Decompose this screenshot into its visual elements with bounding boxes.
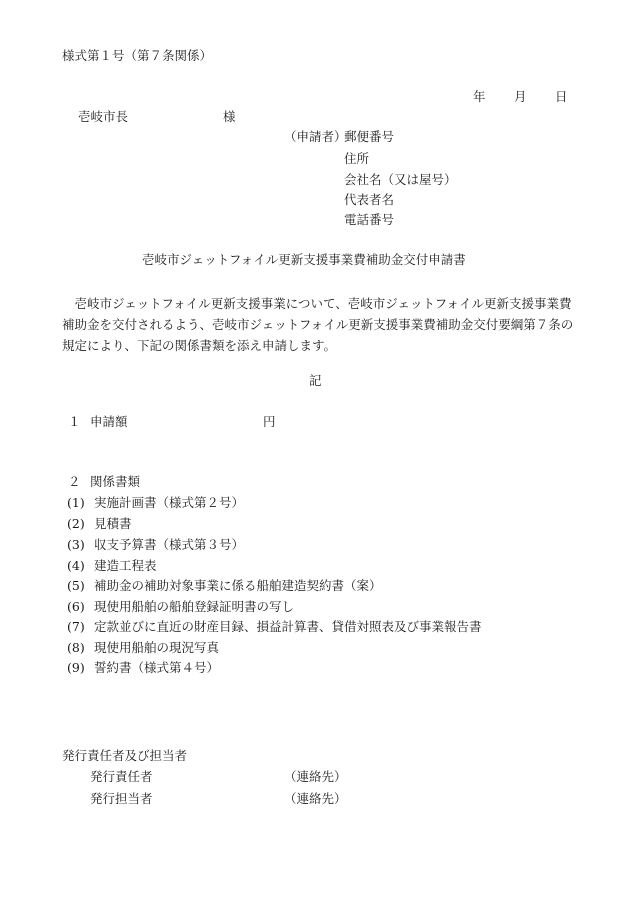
applicant-postal-code-label: 郵便番号 — [344, 129, 395, 144]
list-item-text: 建造工程表 — [94, 558, 157, 573]
section-1-label: 申請額 — [90, 414, 128, 429]
document-list-item — [67, 601, 294, 614]
issuer-contact-label: （連絡先） — [284, 769, 347, 784]
list-item-text: 現使用船舶の船舶登録証明書の写し — [94, 599, 295, 614]
document-list-item — [67, 580, 382, 593]
list-item-number: (4) — [67, 558, 85, 573]
document-list-item — [67, 621, 482, 634]
date-month-label: 月 — [514, 89, 527, 104]
amount-unit: 円 — [263, 414, 276, 429]
document-list-item — [67, 560, 157, 573]
applicant-company-label: 会社名（又は屋号） — [344, 172, 457, 187]
list-item-text: 実施計画書（様式第２号） — [94, 495, 245, 510]
issuer-role-label: 発行責任者 — [90, 769, 153, 784]
list-item-text: 補助金の補助対象事業に係る船舶建造契約書（案） — [94, 578, 382, 593]
date-day-label: 日 — [555, 89, 568, 104]
list-item-number: (9) — [67, 660, 85, 675]
document-list-item — [67, 518, 132, 531]
list-item-number: (8) — [67, 640, 85, 655]
section-2-label: 関係書類 — [90, 474, 141, 489]
applicant-label: （申請者） — [284, 129, 347, 144]
list-item-number: (6) — [67, 599, 85, 614]
list-item-number: (7) — [67, 619, 85, 634]
list-item-number: (5) — [67, 578, 85, 593]
ki-heading: 記 — [309, 373, 322, 388]
applicant-phone-label: 電話番号 — [344, 212, 395, 227]
document-list-item — [67, 539, 244, 552]
date-year-label: 年 — [473, 89, 486, 104]
document-title: 壱岐市ジェットフォイル更新支援事業費補助金交付申請書 — [142, 252, 466, 267]
list-item-text: 現使用船舶の現況写真 — [94, 640, 220, 655]
section-2-number: ２ — [68, 474, 81, 489]
addressee-honorific: 様 — [223, 109, 236, 124]
document-list-item — [67, 662, 219, 675]
form-number: 様式第１号（第７条関係） — [62, 48, 213, 63]
list-item-number: (2) — [67, 516, 85, 531]
list-item-number: (1) — [67, 495, 85, 510]
document-body: 壱岐市ジェットフォイル更新支援事業について、壱岐市ジェットフォイル更新支援事業費補助金を交付されるよう、壱岐市ジェットフォイル更新支援事業費補助金交付要綱第７条の規定により、下記の関係書類を添え申請します。 — [62, 296, 574, 353]
section-1-number: １ — [68, 414, 81, 429]
document-list-item — [67, 642, 219, 655]
applicant-address-label: 住所 — [344, 151, 370, 166]
list-item-text: 収支予算書（様式第３号） — [94, 537, 245, 552]
list-item-number: (3) — [67, 537, 85, 552]
contact-person-role-label: 発行担当者 — [90, 791, 153, 806]
applicant-representative-label: 代表者名 — [344, 192, 395, 207]
issuer-section-title: 発行責任者及び担当者 — [62, 748, 188, 763]
contact-person-contact-label: （連絡先） — [284, 791, 347, 806]
list-item-text: 誓約書（様式第４号） — [94, 660, 220, 675]
document-list-item — [67, 497, 244, 510]
list-item-text: 定款並びに直近の財産目録、損益計算書、貸借対照表及び事業報告書 — [94, 619, 482, 634]
addressee: 壱岐市長 — [78, 109, 129, 124]
list-item-text: 見積書 — [94, 516, 132, 531]
